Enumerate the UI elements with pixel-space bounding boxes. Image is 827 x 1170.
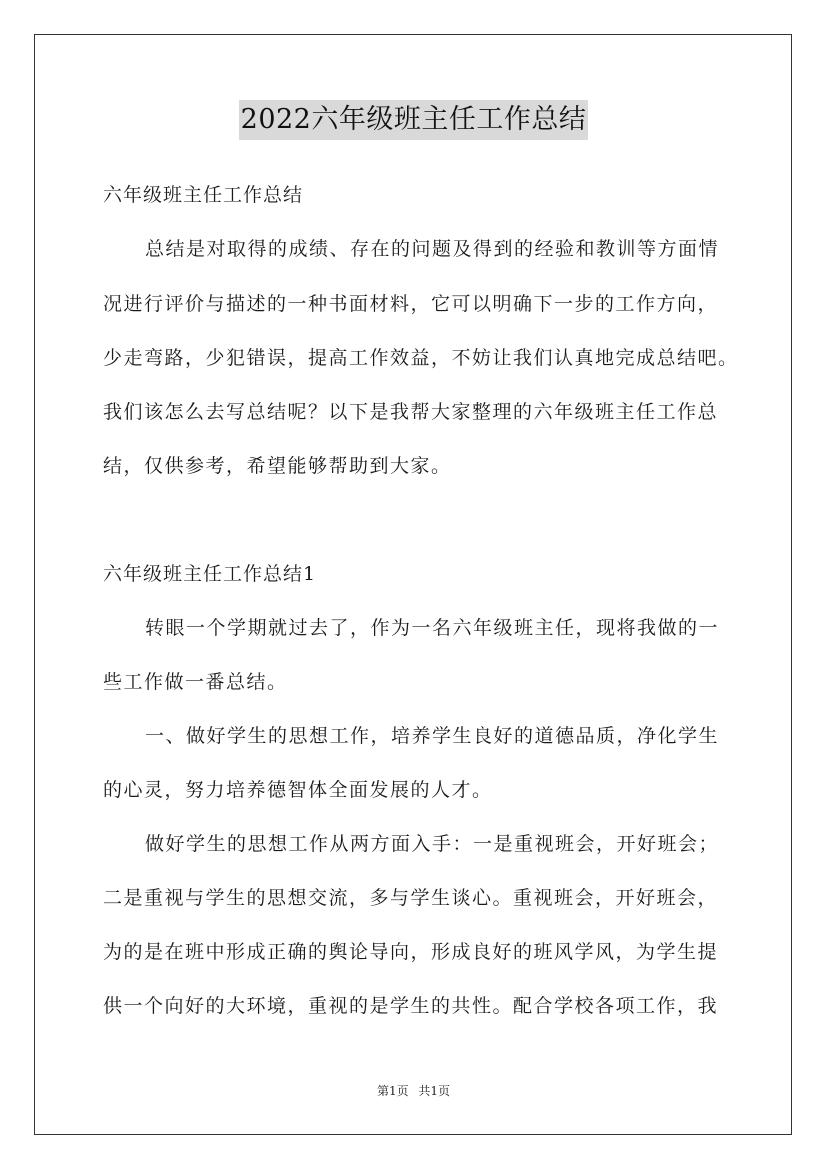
page-number: 第1页 xyxy=(376,1084,409,1098)
paragraph-line: 些工作做一番总结。 xyxy=(103,671,288,693)
paragraph-line: 一、做好学生的思想工作，培养学生良好的道德品质，净化学生 xyxy=(145,725,720,747)
title-container xyxy=(0,100,827,140)
paragraph-line: 少走弯路，少犯错误，提高工作效益，不妨让我们认真地完成总结吧。 xyxy=(103,347,739,369)
section-heading: 六年级班主任工作总结1 xyxy=(103,563,317,585)
paragraph-line: 的心灵，努力培养德智体全面发展的人才。 xyxy=(103,779,493,801)
section-heading: 六年级班主任工作总结 xyxy=(103,184,304,206)
paragraph-line: 总结是对取得的成绩、存在的问题及得到的经验和教训等方面情 xyxy=(145,238,720,260)
page-total: 共1页 xyxy=(418,1084,451,1098)
document-title: 2022六年级班主任工作总结 xyxy=(239,100,589,140)
paragraph-line: 为的是在班中形成正确的舆论导向，形成良好的班风学风，为学生提 xyxy=(103,941,719,963)
paragraph-line: 况进行评价与描述的一种书面材料，它可以明确下一步的工作方向， xyxy=(103,293,719,315)
paragraph-line: 二是重视与学生的思想交流，多与学生谈心。重视班会，开好班会， xyxy=(103,887,719,909)
paragraph-line: 结，仅供参考，希望能够帮助到大家。 xyxy=(103,455,452,477)
paragraph-line: 供一个向好的大环境，重视的是学生的共性。配合学校各项工作，我 xyxy=(103,995,719,1017)
paragraph-line: 转眼一个学期就过去了，作为一名六年级班主任，现将我做的一 xyxy=(145,617,720,639)
paragraph-line: 做好学生的思想工作从两方面入手：一是重视班会，开好班会； xyxy=(145,833,720,855)
paragraph-line: 我们该怎么去写总结呢？以下是我帮大家整理的六年级班主任工作总 xyxy=(103,401,719,423)
page-footer xyxy=(0,1083,827,1099)
